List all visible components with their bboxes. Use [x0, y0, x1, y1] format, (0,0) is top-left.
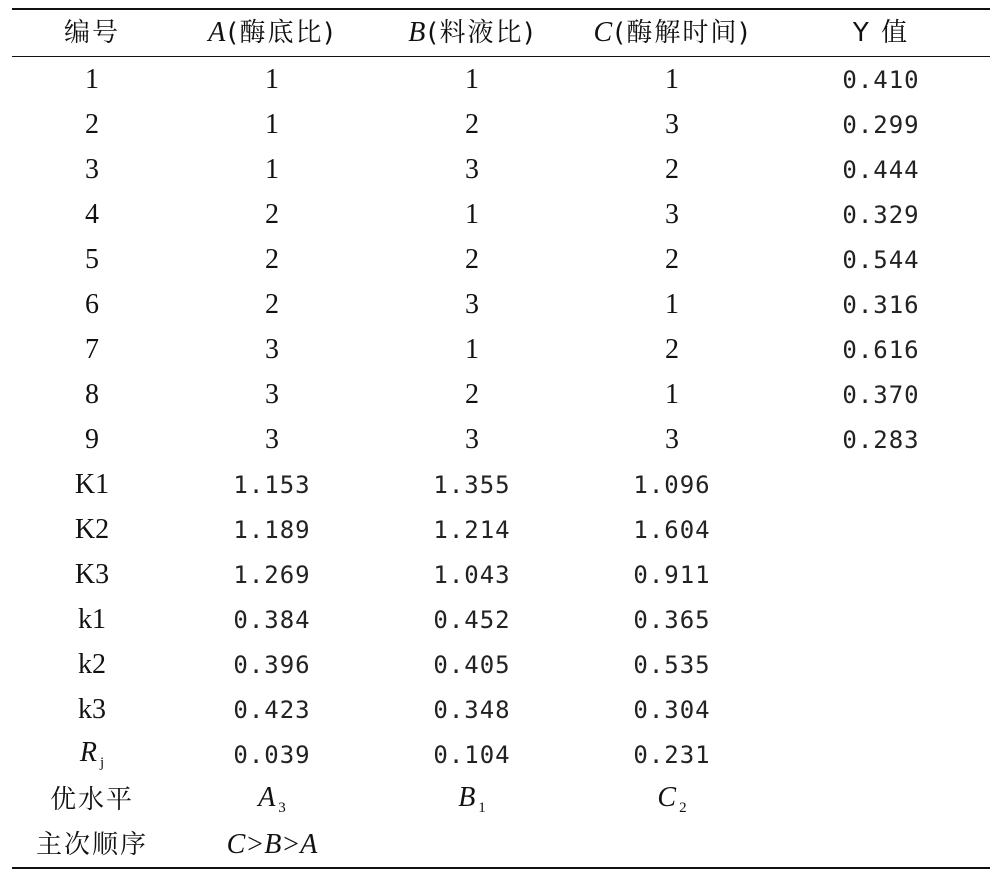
stat-value-a: 1.189: [233, 515, 311, 544]
stat-value-a: 0.384: [233, 605, 311, 634]
y-value: 0.616: [842, 335, 920, 364]
run-row: [12, 192, 990, 237]
level-c: 1: [665, 288, 679, 320]
level-c: 3: [665, 108, 679, 140]
y-value: 0.299: [842, 110, 920, 139]
stat-label: k3: [78, 693, 106, 725]
header-y-value: Y 值: [852, 18, 910, 48]
stat-row: [12, 552, 990, 597]
stat-row: [12, 507, 990, 552]
stat-value-c: 1.604: [633, 515, 711, 544]
level-a: 1: [265, 108, 279, 140]
level-a: 3: [265, 378, 279, 410]
optimal-level-label: 优水平: [49, 784, 134, 815]
level-b: 3: [465, 288, 479, 320]
order-value: C>B>A: [226, 828, 318, 860]
level-c: 2: [665, 333, 679, 365]
level-c: 1: [665, 378, 679, 410]
stat-value-b: 0.452: [433, 605, 511, 634]
optimal-level-b: B $_1$: [458, 781, 486, 816]
stat-label: K1: [74, 468, 110, 500]
runs-body: [12, 57, 990, 462]
run-number: 5: [85, 243, 99, 275]
stat-value-b: 1.355: [433, 470, 511, 499]
level-b: 2: [465, 108, 479, 140]
stat-label: k1: [78, 603, 106, 635]
stat-value-a: 0.396: [233, 650, 311, 679]
stat-value-b: 0.405: [433, 650, 511, 679]
header-run-number: 编号: [63, 18, 120, 48]
run-row: [12, 147, 990, 192]
stat-value-a: 0.423: [233, 695, 311, 724]
level-c: 2: [665, 243, 679, 275]
range-row: [12, 732, 990, 777]
stat-row: [12, 642, 990, 687]
level-b: 2: [465, 378, 479, 410]
range-value-a: 0.039: [233, 740, 311, 769]
level-a: 2: [265, 288, 279, 320]
stat-value-c: 0.911: [633, 560, 711, 589]
run-number: 7: [85, 333, 99, 365]
level-b: 3: [465, 153, 479, 185]
level-b: 2: [465, 243, 479, 275]
optimal-level-a: A $_3$: [258, 781, 286, 816]
level-a: 1: [265, 63, 279, 95]
range-value-c: 0.231: [633, 740, 711, 769]
y-value: 0.444: [842, 155, 920, 184]
stat-label: k2: [78, 648, 106, 680]
range-label: R $_j$: [79, 736, 105, 771]
run-row: [12, 282, 990, 327]
level-c: 3: [665, 198, 679, 230]
stat-value-b: 0.348: [433, 695, 511, 724]
level-a: 2: [265, 243, 279, 275]
header-factor-b: B(料液比): [408, 17, 536, 48]
header-factor-a: A(酶底比): [208, 17, 336, 48]
stat-row: [12, 687, 990, 732]
level-c: 2: [665, 153, 679, 185]
stat-label: K2: [74, 513, 110, 545]
y-value: 0.410: [842, 65, 920, 94]
header-factor-c: C(酶解时间): [593, 17, 751, 48]
order-label: 主次顺序: [35, 829, 148, 860]
y-value: 0.370: [842, 380, 920, 409]
level-a: 3: [265, 423, 279, 455]
orthogonal-results-table: [12, 8, 990, 869]
run-number: 3: [85, 153, 99, 185]
stat-row: [12, 462, 990, 507]
level-b: 1: [465, 198, 479, 230]
stat-value-c: 1.096: [633, 470, 711, 499]
run-row: [12, 57, 990, 102]
optimal-level-c: C $_2$: [657, 781, 687, 816]
y-value: 0.544: [842, 245, 920, 274]
run-number: 2: [85, 108, 99, 140]
level-a: 1: [265, 153, 279, 185]
run-number: 8: [85, 378, 99, 410]
stat-value-c: 0.365: [633, 605, 711, 634]
run-number: 4: [85, 198, 99, 230]
stat-value-c: 0.535: [633, 650, 711, 679]
stat-label: K3: [74, 558, 110, 590]
y-value: 0.329: [842, 200, 920, 229]
run-number: 1: [85, 63, 99, 95]
level-a: 2: [265, 198, 279, 230]
stat-value-c: 0.304: [633, 695, 711, 724]
table-header-row: [12, 10, 990, 57]
level-b: 1: [465, 63, 479, 95]
run-row: [12, 372, 990, 417]
stat-value-b: 1.214: [433, 515, 511, 544]
optimal-level-row: [12, 777, 990, 822]
primary-secondary-order-row: [12, 822, 990, 867]
run-row: [12, 237, 990, 282]
range-value-b: 0.104: [433, 740, 511, 769]
level-c: 1: [665, 63, 679, 95]
stat-value-a: 1.269: [233, 560, 311, 589]
stats-body: [12, 462, 990, 732]
run-row: [12, 417, 990, 462]
y-value: 0.283: [842, 425, 920, 454]
stat-row: [12, 597, 990, 642]
stat-value-a: 1.153: [233, 470, 311, 499]
y-value: 0.316: [842, 290, 920, 319]
run-row: [12, 327, 990, 372]
run-number: 6: [85, 288, 99, 320]
level-a: 3: [265, 333, 279, 365]
run-row: [12, 102, 990, 147]
level-b: 3: [465, 423, 479, 455]
level-b: 1: [465, 333, 479, 365]
stat-value-b: 1.043: [433, 560, 511, 589]
run-number: 9: [85, 423, 99, 455]
level-c: 3: [665, 423, 679, 455]
